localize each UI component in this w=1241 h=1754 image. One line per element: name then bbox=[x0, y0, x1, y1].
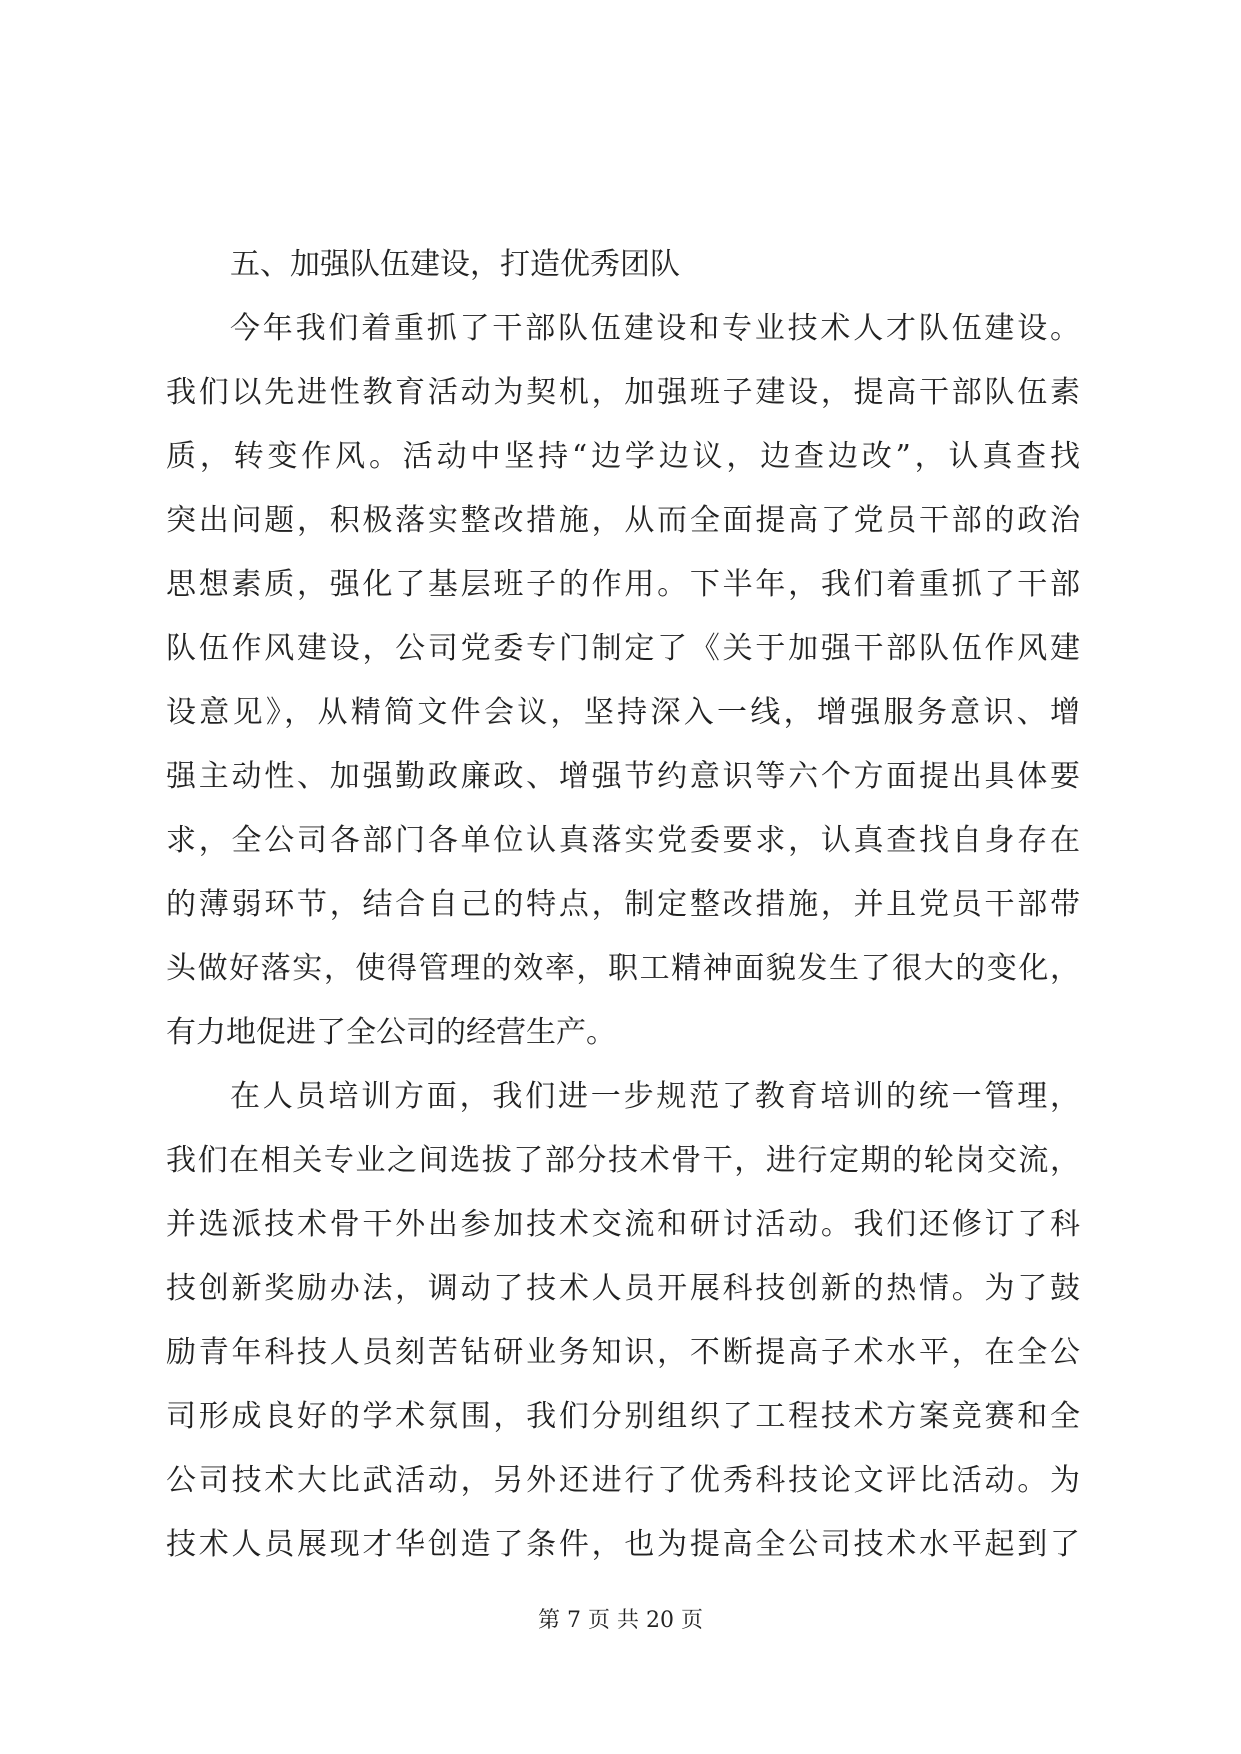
body-text bbox=[166, 233, 1080, 1577]
paragraph-line: 思想素质，强化了基层班子的作用。下半年，我们着重抓了干部 bbox=[166, 567, 1080, 602]
paragraph-line: 技术人员展现才华创造了条件，也为提高全公司技术水平起到了 bbox=[166, 1527, 1080, 1562]
paragraph-line: 队伍作风建设，公司党委专门制定了《关于加强干部队伍作风建 bbox=[166, 631, 1080, 666]
paragraph-line: 有力地促进了全公司的经营生产。 bbox=[166, 1015, 616, 1050]
paragraph-line: 设意见》，从精简文件会议，坚持深入一线，增强服务意识、增 bbox=[166, 695, 1080, 730]
paragraph-line: 司形成良好的学术氛围，我们分别组织了工程技术方案竞赛和全 bbox=[166, 1399, 1080, 1434]
paragraph-line: 励青年科技人员刻苦钻研业务知识，不断提高子术水平，在全公 bbox=[166, 1335, 1080, 1370]
paragraph-line: 在人员培训方面，我们进一步规范了教育培训的统一管理， bbox=[230, 1079, 1080, 1114]
paragraph-line: 技创新奖励办法，调动了技术人员开展科技创新的热情。为了鼓 bbox=[166, 1271, 1080, 1306]
paragraph-line: 我们以先进性教育活动为契机，加强班子建设，提高干部队伍素 bbox=[166, 375, 1080, 410]
paragraph-line: 质，转变作风。活动中坚持“边学边议，边查边改”，认真查找 bbox=[166, 439, 1080, 474]
paragraph-line: 头做好落实，使得管理的效率，职工精神面貌发生了很大的变化， bbox=[166, 951, 1080, 986]
paragraph-line: 求，全公司各部门各单位认真落实党委要求，认真查找自身存在 bbox=[166, 823, 1080, 858]
section-heading: 五、加强队伍建设，打造优秀团队 bbox=[230, 247, 680, 282]
page-number-footer: 第 7 页 共 20 页 bbox=[538, 1608, 703, 1633]
paragraph-line: 的薄弱环节，结合自己的特点，制定整改措施，并且党员干部带 bbox=[166, 887, 1080, 922]
paragraph-line: 并选派技术骨干外出参加技术交流和研讨活动。我们还修订了科 bbox=[166, 1207, 1080, 1242]
paragraph-line: 我们在相关专业之间选拔了部分技术骨干，进行定期的轮岗交流， bbox=[166, 1143, 1080, 1178]
paragraph-line: 突出问题，积极落实整改措施，从而全面提高了党员干部的政治 bbox=[166, 503, 1080, 538]
paragraph-line: 强主动性、加强勤政廉政、增强节约意识等六个方面提出具体要 bbox=[166, 759, 1080, 794]
paragraph-line: 公司技术大比武活动，另外还进行了优秀科技论文评比活动。为 bbox=[166, 1463, 1080, 1498]
paragraph-line: 今年我们着重抓了干部队伍建设和专业技术人才队伍建设。 bbox=[230, 311, 1080, 346]
